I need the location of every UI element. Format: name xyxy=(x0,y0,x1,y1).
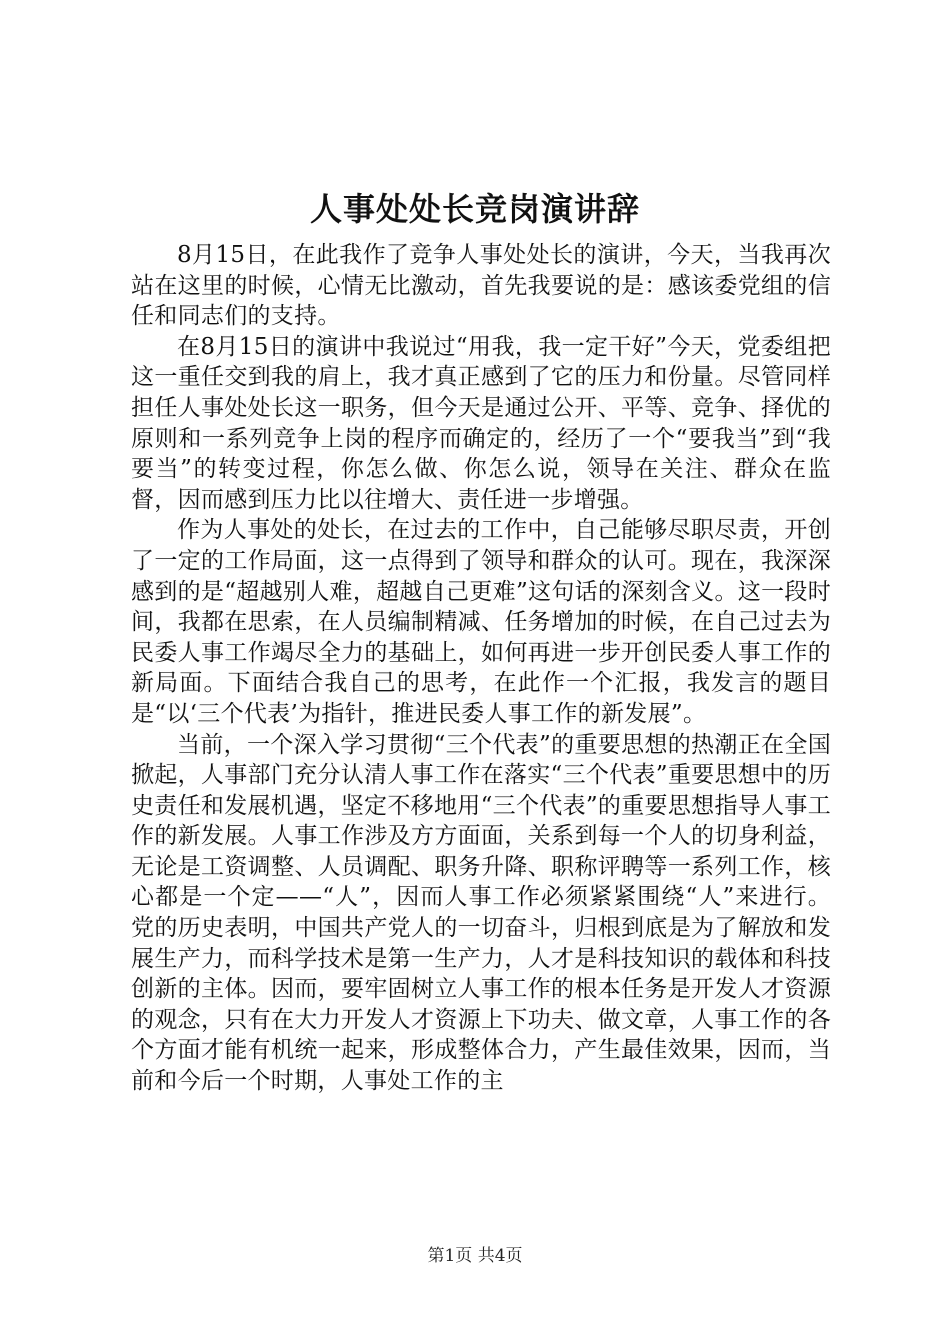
paragraph-2: 在8月15日的演讲中我说过“用我，我一定干好”今天，党委组把这一重任交到我的肩上，我才真正感到了它的压力和份量。尽管同样担任人事处处长这一职务，但今天是通过公开、平等、竞争、择优的原则和一系列竞争上岗的程序而确定的，经历了一个“要我当”到“我要当”的转变过程，你怎么做、你怎么说，领导在关注、群众在监督，因而感到压力比以往增大、责任进一步增强。 xyxy=(131,333,831,513)
paragraph-3: 作为人事处的处长，在过去的工作中，自己能够尽职尽责，开创了一定的工作局面，这一点得到了领导和群众的认可。现在，我深深感到的是“超越别人难，超越自己更难”这句话的深刻含义。这一段时间，我都在思索，在人员编制精减、任务增加的时候，在自己过去为民委人事工作竭尽全力的基础上，如何再进一步开创民委人事工作的新局面。下面结合我自己的思考，在此作一个汇报，我发言的题目是“以‘三个代表’为指针，推进民委人事工作的新发展”。 xyxy=(131,517,831,727)
document-title: 人事处处长竞岗演讲辞 xyxy=(309,190,640,228)
paragraph-4: 当前，一个深入学习贯彻“三个代表”的重要思想的热潮正在全国掀起，人事部门充分认清人事工作在落实“三个代表”重要思想中的历史责任和发展机遇，坚定不移地用“三个代表”的重要思想指导人事工作的新发展。人事工作涉及方方面面，关系到每一个人的切身利益，无论是工资调整、人员调配、职务升降、职称评聘等一系列工作，核心都是一个定——“人”，因而人事工作必须紧紧围绕“人”来进行。党的历史表明，中国共产党人的一切奋斗，归根到底是为了解放和发展生产力，而科学技术是第一生产力，人才是科技知识的载体和科技创新的主体。因而，要牢固树立人事工作的根本任务是开发人才资源的观念，只有在大力开发人才资源上下功夫、做文章，人事工作的各个方面才能有机统一起来，形成整体合力，产生最佳效果，因而，当前和今后一个时期，人事处工作的主 xyxy=(131,731,831,1095)
document-body xyxy=(131,240,831,1097)
paragraph-1: 8月15日，在此我作了竞争人事处处长的演讲，今天，当我再次站在这里的时候，心情无比激动，首先我要说的是：感该委党组的信任和同志们的支持。 xyxy=(131,242,831,330)
page-number-footer: 第1页 共4页 xyxy=(427,1246,523,1266)
